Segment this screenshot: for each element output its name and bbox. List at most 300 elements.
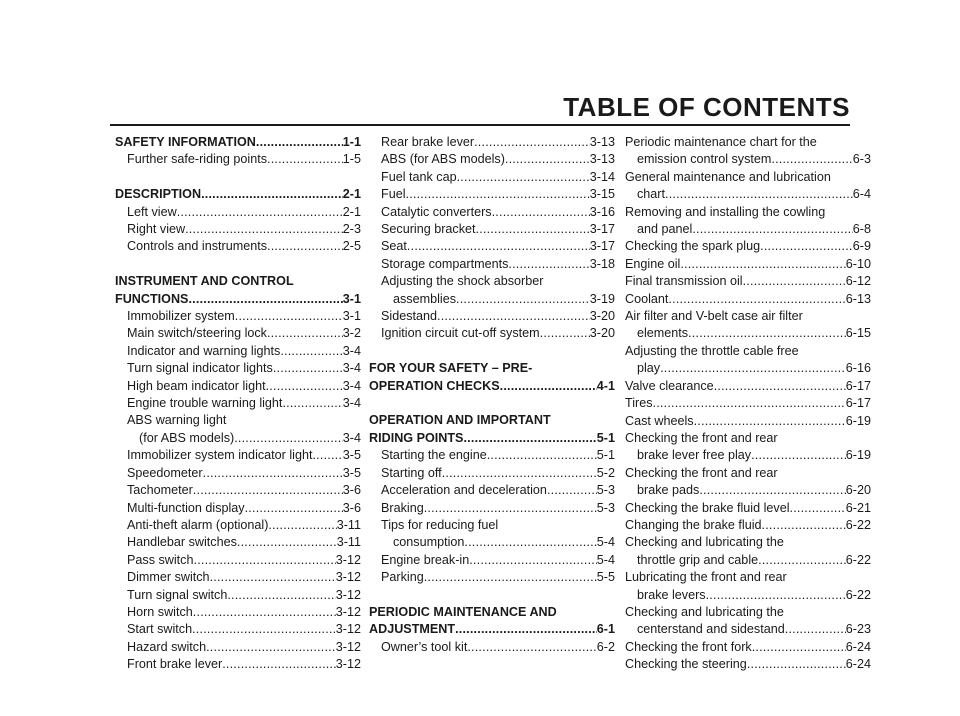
toc-spacer: [369, 587, 615, 604]
toc-entry-title: Securing bracket: [381, 222, 476, 237]
toc-page-number: 6-8: [852, 222, 871, 237]
toc-entry-title: OPERATION CHECKS: [369, 378, 500, 393]
dot-leader: [758, 552, 846, 569]
toc-entry[interactable]: [369, 256, 615, 273]
dot-leader: [312, 447, 342, 464]
toc-page-number: 2-1: [342, 204, 361, 219]
toc-entry-title: Fuel: [381, 187, 406, 202]
toc-page-number: 3-12: [335, 552, 361, 567]
toc-page-number: 6-22: [845, 517, 871, 532]
toc-entry-text: Removing and installing the cowling: [625, 204, 826, 219]
toc-entry[interactable]: [115, 343, 361, 360]
toc-entry-title: Checking the steering: [625, 657, 747, 672]
toc-entry[interactable]: [115, 325, 361, 342]
toc-entry-text: ABS warning light: [127, 413, 227, 428]
toc-entry-title: Catalytic converters: [381, 204, 492, 219]
toc-entry-title: Checking the spark plug: [625, 239, 761, 254]
toc-entry[interactable]: [369, 291, 615, 308]
toc-page-number: 6-10: [845, 256, 871, 271]
toc-page-number: 6-24: [845, 657, 871, 672]
toc-entry-title: Indicator and warning lights: [127, 343, 281, 358]
toc-entry[interactable]: [625, 552, 871, 569]
toc-entry[interactable]: [625, 587, 871, 604]
toc-entry[interactable]: [625, 500, 871, 517]
toc-entry[interactable]: [369, 465, 615, 482]
toc-entry[interactable]: [115, 639, 361, 656]
dot-leader: [273, 360, 343, 377]
toc-section-entry[interactable]: [369, 378, 615, 395]
toc-page-number: 3-17: [589, 222, 615, 237]
dot-leader: [177, 204, 343, 221]
toc-section-entry[interactable]: [115, 291, 361, 308]
toc-page-number: 1-5: [342, 152, 361, 167]
toc-entry-title: Checking the front fork: [625, 639, 752, 654]
toc-entry-text: General maintenance and lubrication: [625, 169, 831, 184]
toc-entry-title: Engine trouble warning light: [127, 396, 283, 411]
toc-entry-title: Valve clearance: [625, 378, 714, 393]
dot-leader: [268, 517, 336, 534]
toc-entry[interactable]: [625, 639, 871, 656]
dot-leader: [455, 621, 597, 638]
toc-page-number: 2-3: [342, 222, 361, 237]
toc-entry-title: Immobilizer system: [127, 309, 235, 324]
toc-page-number: 3-12: [335, 622, 361, 637]
toc-entry[interactable]: [115, 569, 361, 586]
toc-entry-title: Further safe-riding points: [127, 152, 267, 167]
toc-page-number: 4-1: [596, 378, 615, 393]
toc-page-number: 6-12: [845, 274, 871, 289]
toc-entry[interactable]: [369, 325, 615, 342]
dot-leader: [790, 500, 846, 517]
dot-leader: [540, 325, 590, 342]
dot-leader: [668, 291, 845, 308]
toc-entry-title: Seat: [381, 239, 407, 254]
dot-leader: [424, 500, 597, 517]
toc-entry-title: throttle grip and cable: [637, 552, 759, 567]
toc-entry[interactable]: [369, 447, 615, 464]
toc-entry-title: Controls and instruments: [127, 239, 267, 254]
toc-page-number: 3-4: [342, 361, 361, 376]
toc-entry[interactable]: [115, 308, 361, 325]
dot-leader: [476, 221, 590, 238]
dot-leader: [474, 134, 590, 151]
toc-entry-title: SAFETY INFORMATION: [115, 135, 256, 149]
toc-entry-text: Lubricating the front and rear: [625, 570, 787, 585]
toc-entry-text: Checking the front and rear: [625, 465, 778, 480]
toc-entry-title: Starting the engine: [381, 448, 487, 463]
dot-leader: [653, 395, 846, 412]
toc-entry[interactable]: [115, 151, 361, 168]
toc-entry[interactable]: [625, 151, 871, 168]
toc-entry[interactable]: [369, 238, 615, 255]
toc-page-number: 6-20: [845, 483, 871, 498]
toc-entry-title: consumption: [393, 535, 465, 550]
toc-page-number: 3-17: [589, 239, 615, 254]
toc-page-number: 3-1: [342, 291, 361, 306]
toc-page-number: 3-15: [589, 187, 615, 202]
toc-entry-title: assemblies: [393, 291, 456, 306]
toc-page-number: 2-5: [342, 239, 361, 254]
dot-leader: [206, 639, 336, 656]
toc-entry-title: Horn switch: [127, 604, 193, 619]
toc-entry[interactable]: [115, 360, 361, 377]
toc-entry-title: Rear brake lever: [381, 135, 475, 149]
toc-page-number: 6-16: [845, 361, 871, 376]
toc-page-number: 3-6: [342, 483, 361, 498]
toc-entry[interactable]: [115, 204, 361, 221]
toc-page-number: 3-11: [336, 517, 361, 532]
toc-page-number: 5-2: [596, 465, 615, 480]
dot-leader: [456, 291, 590, 308]
dot-leader: [193, 604, 336, 621]
dot-leader: [547, 482, 597, 499]
toc-entry-title: DESCRIPTION: [115, 187, 202, 202]
toc-page-number: 6-22: [845, 587, 871, 602]
toc-entry[interactable]: [625, 413, 871, 430]
toc-entry-title: Anti-theft alarm (optional): [127, 517, 269, 532]
toc-entry[interactable]: [625, 378, 871, 395]
toc-entry[interactable]: [625, 482, 871, 499]
toc-entry[interactable]: [115, 221, 361, 238]
toc-entry-title: brake pads: [637, 483, 700, 498]
dot-leader: [699, 482, 845, 499]
toc-entry[interactable]: [625, 186, 871, 203]
toc-entry[interactable]: [115, 238, 361, 255]
toc-entry-title: Fuel tank cap: [381, 169, 457, 184]
dot-leader: [752, 639, 846, 656]
toc-page-number: 3-12: [335, 587, 361, 602]
toc-spacer: [369, 343, 615, 360]
toc-page-number: 5-4: [596, 535, 615, 550]
toc-spacer: [115, 256, 361, 273]
toc-spacer: [369, 395, 615, 412]
toc-entry[interactable]: [369, 308, 615, 325]
dot-leader: [442, 465, 597, 482]
toc-section-entry[interactable]: [115, 134, 361, 151]
dot-leader: [680, 256, 845, 273]
toc-section-heading: INSTRUMENT AND CONTROL: [115, 274, 294, 289]
toc-page-number: 5-4: [596, 552, 615, 567]
dot-leader: [692, 221, 852, 238]
dot-leader: [194, 552, 336, 569]
dot-leader: [464, 534, 596, 551]
dot-leader: [280, 343, 342, 360]
dot-leader: [267, 151, 343, 168]
toc-page-number: 6-1: [596, 622, 615, 637]
toc-page-number: 5-3: [596, 500, 615, 515]
toc-entry-title: chart: [637, 187, 665, 202]
toc-entry-title: Handlebar switches: [127, 535, 237, 550]
toc-entry[interactable]: [625, 656, 871, 673]
toc-entry-text: Adjusting the shock absorber: [381, 274, 544, 289]
toc-entry[interactable]: [115, 465, 361, 482]
dot-leader: [762, 517, 846, 534]
toc-entry-title: Acceleration and deceleration: [381, 483, 547, 498]
dot-leader: [760, 238, 853, 255]
dot-leader: [424, 569, 597, 586]
toc-entry[interactable]: [369, 151, 615, 168]
toc-entry-title: Cast wheels: [625, 413, 694, 428]
toc-entry-text: Periodic maintenance chart for the: [625, 135, 817, 149]
dot-leader: [210, 569, 336, 586]
toc-entry-title: Braking: [381, 500, 424, 515]
toc-entry[interactable]: [625, 291, 871, 308]
dot-leader: [185, 221, 343, 238]
toc-entry[interactable]: [115, 447, 361, 464]
toc-page-number: 6-21: [845, 500, 871, 515]
toc-page-number: 3-20: [589, 326, 615, 341]
toc-page-number: 3-16: [589, 204, 615, 219]
toc-page-number: 3-11: [336, 535, 361, 550]
toc-entry[interactable]: [625, 238, 871, 255]
toc-entry[interactable]: [115, 517, 361, 534]
toc-entry[interactable]: [369, 639, 615, 656]
toc-entry-title: Owner’s tool kit: [381, 639, 468, 654]
toc-page-number: 3-4: [342, 378, 361, 393]
toc-entry-title: centerstand and sidestand: [637, 622, 785, 637]
toc-page-number: 3-12: [335, 639, 361, 654]
toc-entry-title: Immobilizer system indicator light: [127, 448, 313, 463]
toc-page-number: 6-4: [852, 187, 871, 202]
toc-entry-title: Dimmer switch: [127, 570, 210, 585]
toc-page-number: 5-3: [596, 483, 615, 498]
toc-entry[interactable]: [625, 395, 871, 412]
dot-leader: [267, 325, 343, 342]
dot-leader: [437, 308, 590, 325]
dot-leader: [500, 378, 597, 395]
dot-leader: [771, 151, 852, 168]
toc-entry-title: Coolant: [625, 291, 669, 306]
toc-entry-title: Hazard switch: [127, 639, 207, 654]
toc-page-number: 6-3: [852, 152, 871, 167]
toc-page-number: 5-1: [596, 430, 615, 445]
toc-entry-title: Parking: [381, 570, 424, 585]
dot-leader: [227, 587, 335, 604]
toc-section-heading: PERIODIC MAINTENANCE AND: [369, 604, 557, 619]
toc-entry-title: RIDING POINTS: [369, 430, 464, 445]
toc-entry[interactable]: [115, 656, 361, 673]
dot-leader: [235, 308, 343, 325]
toc-page-number: 6-9: [852, 239, 871, 254]
toc-page-number: 6-19: [845, 448, 871, 463]
toc-entry-title: Ignition circuit cut-off system: [381, 326, 540, 341]
toc-page-number: 2-1: [342, 187, 361, 202]
toc-entry-title: Final transmission oil: [625, 274, 743, 289]
toc-entry[interactable]: [625, 221, 871, 238]
toc-entry-title: Tires: [625, 396, 653, 411]
toc-entry[interactable]: [369, 186, 615, 203]
dot-leader: [266, 378, 343, 395]
toc-entry-title: ABS (for ABS models): [381, 152, 505, 167]
toc-entry-text: Tips for reducing fuel: [381, 517, 499, 532]
dot-leader: [188, 291, 342, 308]
dot-leader: [201, 186, 343, 203]
toc-entry-title: brake levers: [637, 587, 706, 602]
dot-leader: [688, 325, 846, 342]
toc-entry-title: Engine break-in: [381, 552, 470, 567]
page-title: TABLE OF CONTENTS: [563, 92, 850, 122]
toc-entry[interactable]: [369, 204, 615, 221]
dot-leader: [694, 413, 846, 430]
toc-entry-title: FUNCTIONS: [115, 291, 189, 306]
dot-leader: [234, 430, 343, 447]
toc-page-number: 6-22: [845, 552, 871, 567]
toc-page-number: 3-12: [335, 657, 361, 672]
toc-entry-title: Right view: [127, 222, 186, 237]
toc-page-number: 6-13: [845, 291, 871, 306]
toc-entry[interactable]: [369, 134, 615, 151]
toc-entry-title: Speedometer: [127, 465, 203, 480]
toc-entry-title: Changing the brake fluid: [625, 517, 762, 532]
toc-entry-title: Pass switch: [127, 552, 194, 567]
dot-leader: [203, 465, 343, 482]
toc-page-number: 3-6: [342, 500, 361, 515]
toc-entry[interactable]: [625, 360, 871, 377]
dot-leader: [508, 256, 589, 273]
toc-section-entry[interactable]: [115, 186, 361, 203]
toc-entry[interactable]: [115, 378, 361, 395]
toc-entry-text: Checking the front and rear: [625, 430, 778, 445]
title-rule: [110, 124, 850, 126]
toc-entry-title: Starting off: [381, 465, 442, 480]
toc-entry[interactable]: [115, 534, 361, 551]
toc-entry[interactable]: [369, 482, 615, 499]
toc-entry[interactable]: [115, 500, 361, 517]
toc-page-number: 3-2: [342, 326, 361, 341]
dot-leader: [706, 587, 846, 604]
dot-leader: [505, 151, 590, 168]
toc-entry-title: Turn signal indicator lights: [127, 361, 273, 376]
toc-page-number: 3-13: [589, 152, 615, 167]
toc-entry-title: Engine oil: [625, 256, 681, 271]
dot-leader: [267, 238, 343, 255]
dot-leader: [256, 134, 343, 151]
toc-page-number: 3-1: [342, 309, 361, 324]
dot-leader: [192, 621, 336, 638]
dot-leader: [747, 656, 846, 673]
toc-page-number: 3-13: [589, 135, 615, 149]
dot-leader: [751, 447, 846, 464]
dot-leader: [785, 621, 846, 638]
dot-leader: [457, 169, 590, 186]
toc-entry-title: elements: [637, 326, 689, 341]
dot-leader: [406, 186, 590, 203]
toc-entry-text: Adjusting the throttle cable free: [625, 343, 799, 358]
toc-entry[interactable]: [369, 221, 615, 238]
dot-leader: [492, 204, 590, 221]
toc-column-1: [115, 134, 361, 674]
toc-entry[interactable]: [369, 534, 615, 551]
toc-entry-title: emission control system: [637, 152, 772, 167]
toc-entry-text: Checking and lubricating the: [625, 535, 784, 550]
toc-entry[interactable]: [115, 430, 361, 447]
toc-entry-title: Multi-function display: [127, 500, 245, 515]
toc-entry[interactable]: [115, 552, 361, 569]
dot-leader: [469, 552, 597, 569]
toc-entry-title: Main switch/steering lock: [127, 326, 267, 341]
toc-entry[interactable]: [625, 517, 871, 534]
toc-entry[interactable]: [369, 500, 615, 517]
toc-entry[interactable]: [115, 604, 361, 621]
dot-leader: [463, 430, 596, 447]
toc-entry[interactable]: [369, 552, 615, 569]
toc-entry[interactable]: [625, 447, 871, 464]
toc-page-number: 6-17: [845, 396, 871, 411]
dot-leader: [714, 378, 846, 395]
toc-page-number: 1-1: [342, 135, 361, 149]
toc-entry[interactable]: [625, 325, 871, 342]
toc-section-heading: OPERATION AND IMPORTANT: [369, 413, 551, 428]
toc-entry-title: (for ABS models): [139, 430, 235, 445]
toc-page-number: 3-14: [589, 169, 615, 184]
toc-page-number: 3-4: [342, 430, 361, 445]
toc-entry[interactable]: [115, 482, 361, 499]
dot-leader: [467, 639, 596, 656]
dot-leader: [407, 238, 590, 255]
toc-entry-title: Tachometer: [127, 483, 193, 498]
toc-entry[interactable]: [369, 169, 615, 186]
toc-page-number: 6-19: [845, 413, 871, 428]
toc-page-number: 3-12: [335, 570, 361, 585]
toc-section-heading: FOR YOUR SAFETY – PRE-: [369, 361, 533, 376]
toc-entry-text: Air filter and V-belt case air filter: [625, 309, 803, 324]
dot-leader: [743, 273, 846, 290]
dot-leader: [487, 447, 597, 464]
toc-page-number: 6-23: [845, 622, 871, 637]
toc-entry-title: ADJUSTMENT: [369, 622, 456, 637]
toc-entry[interactable]: [625, 273, 871, 290]
dot-leader: [245, 500, 343, 517]
toc-entry-title: brake lever free play: [637, 448, 752, 463]
toc-entry-title: play: [637, 361, 661, 376]
dot-leader: [660, 360, 846, 377]
toc-spacer: [115, 169, 361, 186]
toc-entry[interactable]: [369, 569, 615, 586]
toc-page-number: 5-1: [596, 448, 615, 463]
dot-leader: [193, 482, 343, 499]
dot-leader: [237, 534, 337, 551]
toc-page-number: 3-5: [342, 448, 361, 463]
toc-page-number: 3-19: [589, 291, 615, 306]
toc-entry[interactable]: [115, 621, 361, 638]
toc-entry[interactable]: [625, 621, 871, 638]
toc-page-number: 3-5: [342, 465, 361, 480]
toc-section-entry[interactable]: [369, 621, 615, 638]
toc-entry-title: Storage compartments: [381, 256, 509, 271]
toc-column-2: [369, 134, 615, 656]
toc-entry-title: High beam indicator light: [127, 378, 266, 393]
toc-page-number: 6-17: [845, 378, 871, 393]
toc-page-number: 6-15: [845, 326, 871, 341]
toc-entry[interactable]: [625, 256, 871, 273]
toc-section-entry[interactable]: [369, 430, 615, 447]
toc-entry-title: Sidestand: [381, 309, 438, 324]
toc-column-3: [625, 134, 871, 674]
toc-page-number: 6-2: [596, 639, 615, 654]
toc-entry-title: Turn signal switch: [127, 587, 228, 602]
dot-leader: [222, 656, 336, 673]
toc-entry-title: Left view: [127, 204, 177, 219]
toc-page-number: 5-5: [596, 570, 615, 585]
toc-page-number: 3-20: [589, 309, 615, 324]
toc-entry-title: Front brake lever: [127, 657, 223, 672]
toc-page-number: 3-4: [342, 396, 361, 411]
toc-entry-title: Checking the brake fluid level: [625, 500, 790, 515]
toc-entry[interactable]: [115, 587, 361, 604]
toc-entry[interactable]: [115, 395, 361, 412]
toc-page-number: 3-12: [335, 604, 361, 619]
toc-page-number: 6-24: [845, 639, 871, 654]
